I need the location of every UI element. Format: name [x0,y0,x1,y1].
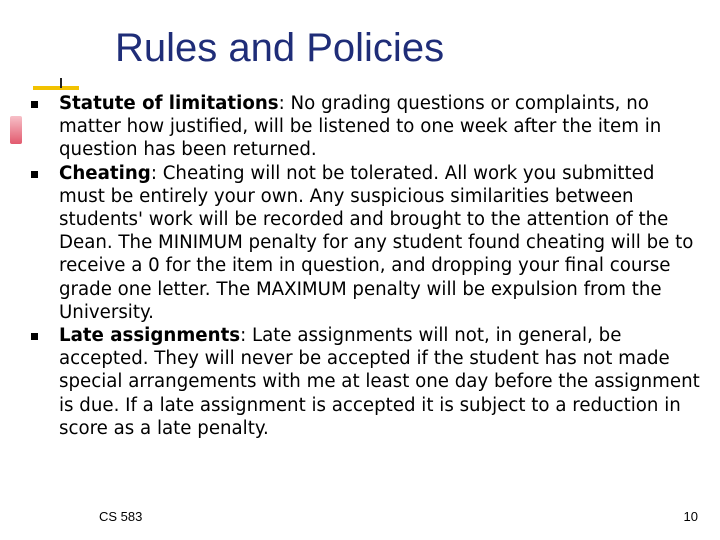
footer-page-number: 10 [683,509,698,524]
decorative-bar [33,86,79,90]
bullet-statute-of-limitations [30,92,702,162]
bullet-cheating [30,162,702,324]
bullet-late-assignments [30,324,702,440]
decorative-tick [60,78,62,88]
bullet-text: : Late assignments will not, in general, be accepted. They will never be accepted if the student has not made special arrangements with me at least one day before the assignment is due. If a late assignment is accepted it is subject to a reduction in score as a late penalty. [59,325,700,439]
slide-title: Rules and Policies [115,26,445,70]
decorative-accent [10,116,22,144]
bullet-term: Statute of limitations [59,93,279,114]
bullet-term: Late assignments [59,325,241,347]
bullet-text: : Cheating will not be tolerated. All work you submitted must be entirely your own. Any suspicious similarities between students' work will be recorded and brought to the attention of the Dean. The MINIMUM penalty for any student found cheating will be to receive a 0 for the item in question, and dropping your final course grade one letter. The MAXIMUM penalty will be expulsion from the University. [59,162,694,323]
footer-course: CS 583 [99,509,143,524]
bullet-text: : No grading questions or complaints, no matter how justified, will be listened to one week after the item in question has been returned. [59,93,662,161]
bullet-list [30,92,702,440]
square-bullet-icon [31,101,38,108]
square-bullet-icon [31,333,38,340]
square-bullet-icon [31,171,38,178]
bullet-term: Cheating [59,162,151,184]
